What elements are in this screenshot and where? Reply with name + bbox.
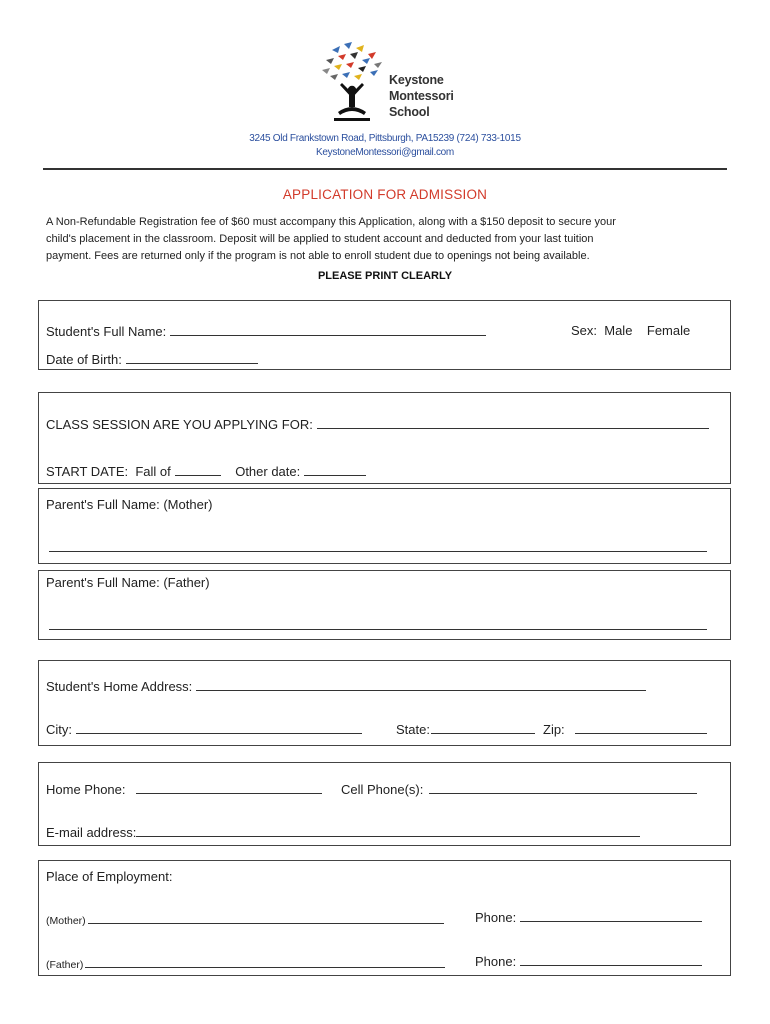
- class-session-field[interactable]: [46, 416, 709, 432]
- date-of-birth-line[interactable]: [126, 351, 258, 364]
- fee-notice-line-3: payment. Fees are returned only if the program is not able to enroll student due to openings not being available.: [46, 250, 590, 262]
- email-label: E-mail address:: [46, 825, 137, 840]
- zip-label: Zip:: [543, 722, 565, 737]
- school-email: KeystoneMontessori@gmail.com: [316, 147, 454, 158]
- cell-phone-line[interactable]: [429, 781, 697, 794]
- father-name-label: Parent's Full Name: (Father): [46, 575, 210, 590]
- home-address-field[interactable]: [46, 678, 646, 694]
- sex-label: Sex:: [571, 323, 598, 338]
- father-employment-label: (Father): [46, 959, 84, 971]
- home-address-line[interactable]: [196, 678, 646, 691]
- date-of-birth-field[interactable]: [46, 351, 258, 367]
- header-divider: [43, 168, 727, 170]
- home-phone-line[interactable]: [136, 781, 322, 794]
- employment-section: [38, 860, 731, 976]
- father-employment-phone-field[interactable]: [475, 953, 702, 969]
- father-employment-phone-line[interactable]: [520, 953, 702, 966]
- mother-employment-line[interactable]: [88, 911, 444, 924]
- student-full-name-label: Student's Full Name:: [46, 324, 167, 339]
- address-section: [38, 660, 731, 746]
- student-info-section: [38, 300, 731, 370]
- school-name-line-3: School: [389, 105, 430, 119]
- cell-phone-field[interactable]: [341, 781, 697, 797]
- city-label: City:: [46, 722, 72, 737]
- mother-employment-field[interactable]: [46, 911, 444, 927]
- mother-employment-label: (Mother): [46, 915, 86, 927]
- date-of-birth-label: Date of Birth:: [46, 352, 122, 367]
- class-session-label: CLASS SESSION ARE YOU APPLYING FOR:: [46, 417, 313, 432]
- other-date-label: Other date:: [235, 464, 301, 479]
- email-line[interactable]: [136, 824, 640, 837]
- mother-name-field[interactable]: [49, 539, 707, 555]
- fee-notice-line-2: child's placement in the classroom. Deposit will be applied to student account and deducted from your last tuition: [46, 233, 594, 245]
- father-name-field[interactable]: [49, 617, 707, 633]
- mother-name-label: Parent's Full Name: (Mother): [46, 497, 213, 512]
- mother-employment-phone-label: Phone:: [475, 910, 517, 925]
- start-date-field: [46, 463, 366, 479]
- city-line[interactable]: [76, 721, 362, 734]
- school-name-line-2: Montessori: [389, 89, 454, 103]
- school-name-line-1: Keystone: [389, 73, 444, 87]
- school-address-phone: 3245 Old Frankstown Road, Pittsburgh, PA15239 (724) 733-1015: [249, 133, 521, 144]
- state-line[interactable]: [431, 721, 535, 734]
- sex-option-female[interactable]: Female: [646, 323, 691, 338]
- state-label: State:: [396, 722, 430, 737]
- contact-section: [38, 762, 731, 846]
- cell-phone-label: Cell Phone(s):: [341, 782, 424, 797]
- place-of-employment-label: Place of Employment:: [46, 869, 173, 884]
- zip-field[interactable]: [543, 721, 707, 737]
- school-logo: [318, 40, 458, 122]
- form-title: APPLICATION FOR ADMISSION: [282, 187, 488, 202]
- email-field[interactable]: [46, 824, 640, 840]
- father-employment-line[interactable]: [85, 955, 445, 968]
- home-phone-label: Home Phone:: [46, 782, 126, 797]
- tree-with-birds-and-person-icon: [318, 40, 388, 122]
- class-session-section: [38, 392, 731, 484]
- city-field[interactable]: [46, 721, 362, 737]
- other-date-line[interactable]: [304, 463, 366, 476]
- student-full-name-line[interactable]: [170, 323, 486, 336]
- mother-employment-phone-field[interactable]: [475, 909, 702, 925]
- fee-notice-line-1: A Non-Refundable Registration fee of $60 must accompany this Application, along with a $150 deposit to secure your: [46, 216, 616, 228]
- fall-of-label: Fall of: [135, 464, 171, 479]
- sex-option-male[interactable]: Male: [604, 323, 633, 338]
- fee-notice: [46, 214, 726, 265]
- student-full-name-field[interactable]: [46, 323, 486, 339]
- start-date-label: START DATE:: [46, 464, 129, 479]
- state-field[interactable]: [396, 721, 535, 737]
- father-employment-field[interactable]: [46, 955, 445, 971]
- home-address-label: Student's Home Address:: [46, 679, 193, 694]
- fall-of-line[interactable]: [175, 463, 221, 476]
- print-clearly-instruction: PLEASE PRINT CLEARLY: [317, 270, 453, 282]
- school-name: [389, 72, 454, 120]
- mother-name-section: [38, 488, 731, 564]
- father-name-line[interactable]: [49, 617, 707, 630]
- sex-field[interactable]: [571, 323, 690, 338]
- zip-line[interactable]: [575, 721, 707, 734]
- class-session-line[interactable]: [317, 416, 709, 429]
- father-employment-phone-label: Phone:: [475, 954, 517, 969]
- mother-name-line[interactable]: [49, 539, 707, 552]
- home-phone-field[interactable]: [46, 781, 322, 797]
- father-name-section: [38, 570, 731, 640]
- mother-employment-phone-line[interactable]: [520, 909, 702, 922]
